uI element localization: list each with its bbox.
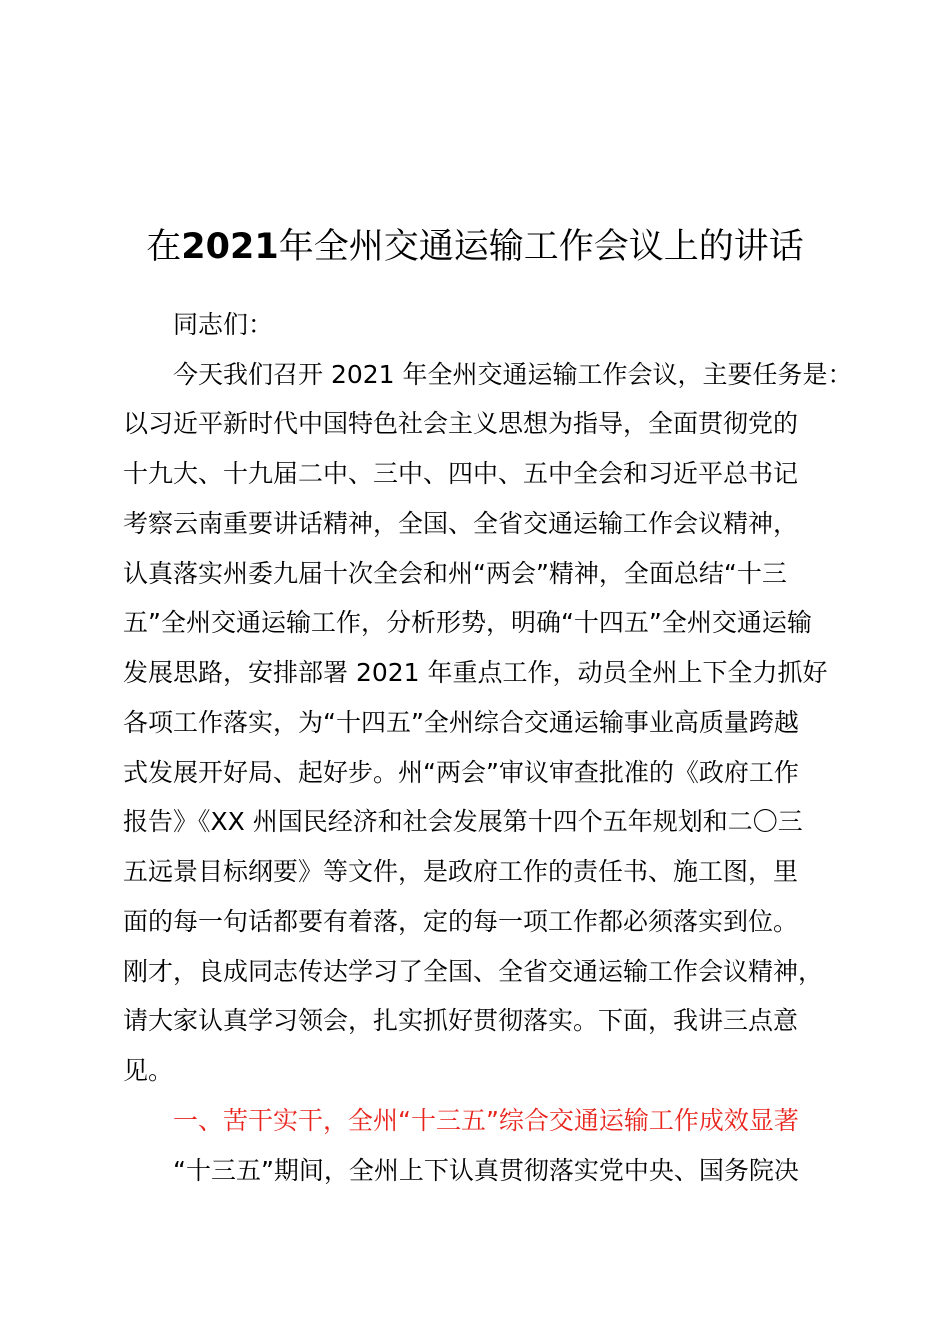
title-prefix: 在 <box>146 227 182 267</box>
title-year: 2021 <box>181 227 279 267</box>
body-line: 式发展开好局、起好步。州“两会”审议审查批准的《政府工作 <box>123 758 799 787</box>
title-suffix: 年全州交通运输工作会议上的讲话 <box>278 227 804 267</box>
body-line: 刚才，良成同志传达学习了全国、全省交通运输工作会议精神， <box>123 957 824 986</box>
body-line: 今天我们召开 2021 年全州交通运输工作会议，主要任务是： <box>173 360 853 389</box>
body-line: 五远景目标纲要》等文件，是政府工作的责任书、施工图，里 <box>123 857 799 886</box>
speech-title <box>0 222 950 272</box>
body-line: “十三五”期间，全州上下认真贯彻落实党中央、国务院决 <box>173 1156 799 1185</box>
body-line: 见。 <box>123 1056 174 1085</box>
body-line: 考察云南重要讲话精神，全国、全省交通运输工作会议精神， <box>123 509 799 538</box>
body-line: 发展思路，安排部署 2021 年重点工作，动员全州上下全力抓好 <box>123 658 828 687</box>
body-line: 报告》《XX 州国民经济和社会发展第十四个五年规划和二〇三 <box>123 807 803 836</box>
body-line: 认真落实州委九届十次全会和州“两会”精神，全面总结“十三 <box>123 559 787 588</box>
body-line: 各项工作落实，为“十四五”全州综合交通运输事业高质量跨越 <box>123 708 799 737</box>
section-heading: 一、苦干实干，全州“十三五”综合交通运输工作成效显著 <box>173 1106 799 1135</box>
salutation: 同志们： <box>173 310 274 339</box>
body-line: 以习近平新时代中国特色社会主义思想为指导，全面贯彻党的 <box>123 409 799 438</box>
body-line: 五”全州交通运输工作，分析形势，明确“十四五”全州交通运输 <box>123 608 812 637</box>
body-line: 请大家认真学习领会，扎实抓好贯彻落实。下面，我讲三点意 <box>123 1006 799 1035</box>
body-line: 面的每一句话都要有着落，定的每一项工作都必须落实到位。 <box>123 907 799 936</box>
body-line: 十九大、十九届二中、三中、四中、五中全会和习近平总书记 <box>123 459 799 488</box>
